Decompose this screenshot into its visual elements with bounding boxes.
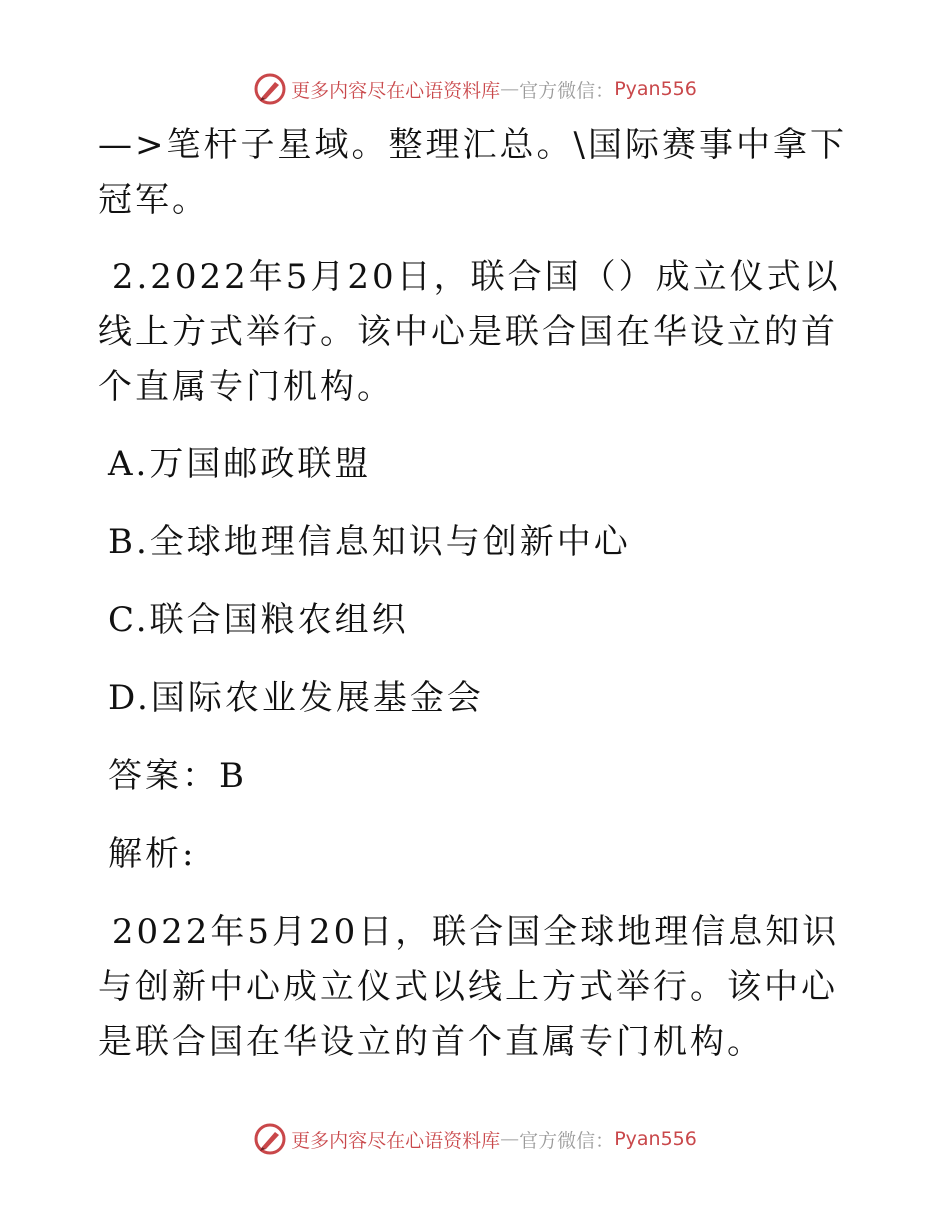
option-d: D.国际农业发展基金会 — [108, 678, 484, 718]
question-paragraph: 2.2022年5月20日，联合国（）成立仪式以线上方式举行。该中心是联合国在华设立的首个直属专门机构。 — [98, 257, 841, 407]
document-body — [98, 118, 858, 1092]
header-watermark — [0, 72, 950, 106]
pen-logo-icon — [253, 72, 287, 106]
watermark-main-text: 更多内容尽在心语资料库 — [291, 1129, 501, 1152]
option-c: C.联合国粮农组织 — [108, 600, 409, 640]
watermark-label: 官方微信： — [519, 79, 615, 102]
watermark-id: Pyan556 — [614, 78, 697, 100]
analysis-label: 解析: — [108, 834, 197, 874]
watermark-main-text: 更多内容尽在心语资料库 — [291, 79, 501, 102]
watermark-id: Pyan556 — [614, 1128, 697, 1150]
answer-line: 答案：B — [108, 756, 247, 796]
watermark-separator: — — [500, 1128, 520, 1150]
option-b: B.全球地理信息知识与创新中心 — [108, 522, 631, 562]
continuation-paragraph: —>笔杆子星域。整理汇总。\国际赛事中拿下冠军。 — [98, 125, 847, 220]
pen-logo-icon — [253, 1122, 287, 1156]
option-a: A.万国邮政联盟 — [108, 444, 372, 484]
footer-watermark — [0, 1122, 950, 1156]
watermark-label: 官方微信： — [519, 1129, 615, 1152]
analysis-paragraph: 2022年5月20日，联合国全球地理信息知识与创新中心成立仪式以线上方式举行。该中心是联合国在华设立的首个直属专门机构。 — [98, 912, 840, 1062]
watermark-separator: — — [500, 78, 520, 100]
